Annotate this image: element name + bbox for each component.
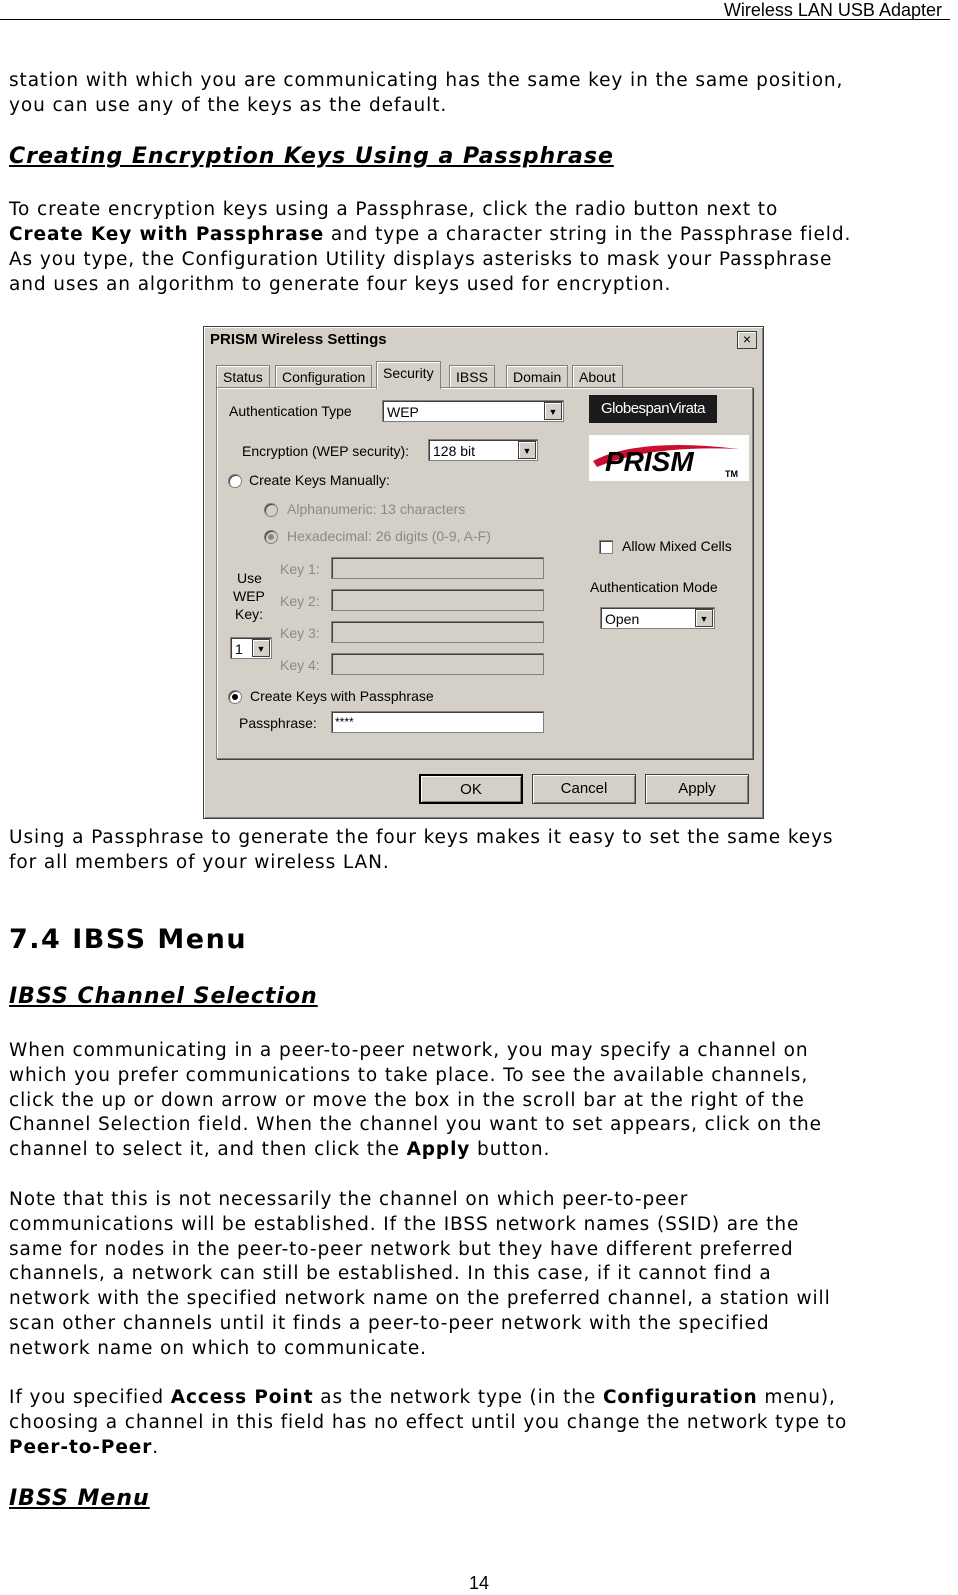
- paragraph-line: Channel Selection field. When the channel you want to set appears, click on the: [9, 1114, 822, 1135]
- bold-term: Access Point: [170, 1387, 314, 1408]
- key-3-field[interactable]: [331, 621, 544, 643]
- paragraph-line: same for nodes in the peer-to-peer network but they have different preferred: [9, 1239, 794, 1260]
- cancel-button[interactable]: Cancel: [532, 774, 636, 804]
- tab-configuration[interactable]: Configuration: [275, 365, 372, 388]
- paragraph-line: station with which you are communicating has the same key in the same position,: [9, 70, 844, 91]
- heading-ibss-menu: IBSS Menu: [9, 1486, 150, 1511]
- encryption-label: Encryption (WEP security):: [242, 443, 410, 459]
- create-keys-passphrase-label: Create Keys with Passphrase: [250, 688, 434, 704]
- use-wep-key-label: Key:: [235, 606, 264, 622]
- paragraph-line: Peer-to-Peer.: [9, 1437, 160, 1458]
- chevron-down-icon[interactable]: ▼: [544, 402, 562, 420]
- prism-logo-text: PRISM: [605, 446, 694, 477]
- prism-wireless-settings-dialog: [203, 326, 764, 819]
- paragraph-line: Using a Passphrase to generate the four keys makes it easy to set the same keys: [9, 827, 834, 848]
- key-4-label: Key 4:: [280, 657, 320, 673]
- tab-security[interactable]: Security: [376, 361, 441, 389]
- section-heading: 7.4 IBSS Menu: [9, 924, 248, 955]
- chevron-down-icon[interactable]: ▼: [695, 609, 713, 627]
- use-wep-key-label: WEP: [233, 588, 265, 604]
- wep-key-select[interactable]: 1 ▼: [230, 637, 272, 659]
- paragraph-line: Create Key with Passphrase and type a character string in the Passphrase field.: [9, 224, 852, 245]
- tab-ibss[interactable]: IBSS: [449, 365, 495, 388]
- paragraph-line: network name on which to communicate.: [9, 1338, 427, 1359]
- heading-ibss-channel: IBSS Channel Selection: [9, 984, 318, 1009]
- paragraph-line: channel to select it, and then click the Apply button.: [9, 1139, 551, 1160]
- paragraph-line: communications will be established. If the IBSS network names (SSID) are the: [9, 1214, 800, 1235]
- tab-status[interactable]: Status: [216, 365, 270, 388]
- paragraph-line: If you specified Access Point as the network type (in the Configuration menu),: [9, 1387, 836, 1408]
- create-keys-manually-label: Create Keys Manually:: [249, 472, 390, 488]
- key-4-field[interactable]: [331, 653, 544, 675]
- running-header: Wireless LAN USB Adapter: [723, 0, 942, 20]
- paragraph-line: scan other channels until it finds a peer-to-peer network with the specified: [9, 1313, 770, 1334]
- paragraph-line: network with the specified network name on the preferred channel, a station will: [9, 1288, 831, 1309]
- passphrase-label: Passphrase:: [239, 715, 317, 731]
- hexadecimal-label: Hexadecimal: 26 digits (0-9, A-F): [287, 528, 491, 544]
- auth-type-select[interactable]: WEP ▼: [382, 400, 564, 422]
- paragraph-line: and uses an algorithm to generate four keys used for encryption.: [9, 274, 672, 295]
- create-keys-manually-radio[interactable]: [228, 474, 242, 488]
- paragraph-line: you can use any of the keys as the default.: [9, 95, 448, 116]
- apply-button[interactable]: Apply: [645, 774, 749, 804]
- trademark-mark: TM: [725, 469, 738, 479]
- use-wep-key-label: Use: [237, 570, 262, 586]
- paragraph-line: which you prefer communications to take place. To see the available channels,: [9, 1065, 809, 1086]
- key-2-field[interactable]: [331, 589, 544, 611]
- header-rule: [0, 19, 950, 20]
- key-1-label: Key 1:: [280, 561, 320, 577]
- tab-domain[interactable]: Domain: [506, 365, 568, 388]
- page-number: 14: [468, 1573, 490, 1593]
- auth-mode-label: Authentication Mode: [590, 579, 718, 595]
- alphanumeric-label: Alphanumeric: 13 characters: [287, 501, 466, 517]
- encryption-select[interactable]: 128 bit ▼: [428, 439, 538, 461]
- key-3-label: Key 3:: [280, 625, 320, 641]
- bold-term: Peer-to-Peer: [9, 1437, 153, 1458]
- paragraph-line: When communicating in a peer-to-peer network, you may specify a channel on: [9, 1040, 809, 1061]
- alphanumeric-radio[interactable]: [264, 503, 278, 517]
- auth-type-label: Authentication Type: [229, 403, 352, 419]
- paragraph-line: click the up or down arrow or move the box in the scroll bar at the right of the: [9, 1090, 805, 1111]
- allow-mixed-cells-checkbox[interactable]: [599, 540, 613, 554]
- close-icon[interactable]: ×: [737, 331, 757, 349]
- bold-term: Configuration: [602, 1387, 758, 1408]
- hexadecimal-radio[interactable]: [264, 530, 278, 544]
- ok-button[interactable]: OK: [419, 774, 523, 804]
- tab-about[interactable]: About: [572, 365, 623, 388]
- key-2-label: Key 2:: [280, 593, 320, 609]
- bold-term: Create Key with Passphrase: [9, 224, 325, 245]
- allow-mixed-cells-label: Allow Mixed Cells: [622, 538, 732, 554]
- bold-term: Apply: [406, 1139, 471, 1160]
- passphrase-input[interactable]: ****: [331, 711, 544, 733]
- prism-logo: [589, 435, 749, 481]
- paragraph-line: for all members of your wireless LAN.: [9, 852, 390, 873]
- paragraph-line: choosing a channel in this field has no effect until you change the network type to: [9, 1412, 848, 1433]
- key-1-field[interactable]: [331, 557, 544, 579]
- paragraph-line: Note that this is not necessarily the channel on which peer-to-peer: [9, 1189, 689, 1210]
- heading-creating-keys: Creating Encryption Keys Using a Passphrase: [9, 144, 614, 169]
- globespanvirata-logo: GlobespanVirata: [589, 395, 717, 423]
- dialog-title: PRISM Wireless Settings: [207, 330, 760, 350]
- chevron-down-icon[interactable]: ▼: [252, 639, 270, 657]
- paragraph-line: channels, a network can still be established. In this case, if it cannot find a: [9, 1263, 772, 1284]
- create-keys-passphrase-radio[interactable]: [228, 690, 242, 704]
- chevron-down-icon[interactable]: ▼: [518, 441, 536, 459]
- paragraph-line: As you type, the Configuration Utility displays asterisks to mask your Passphrase: [9, 249, 833, 270]
- paragraph-line: To create encryption keys using a Passphrase, click the radio button next to: [9, 199, 779, 220]
- auth-mode-select[interactable]: Open ▼: [600, 607, 715, 629]
